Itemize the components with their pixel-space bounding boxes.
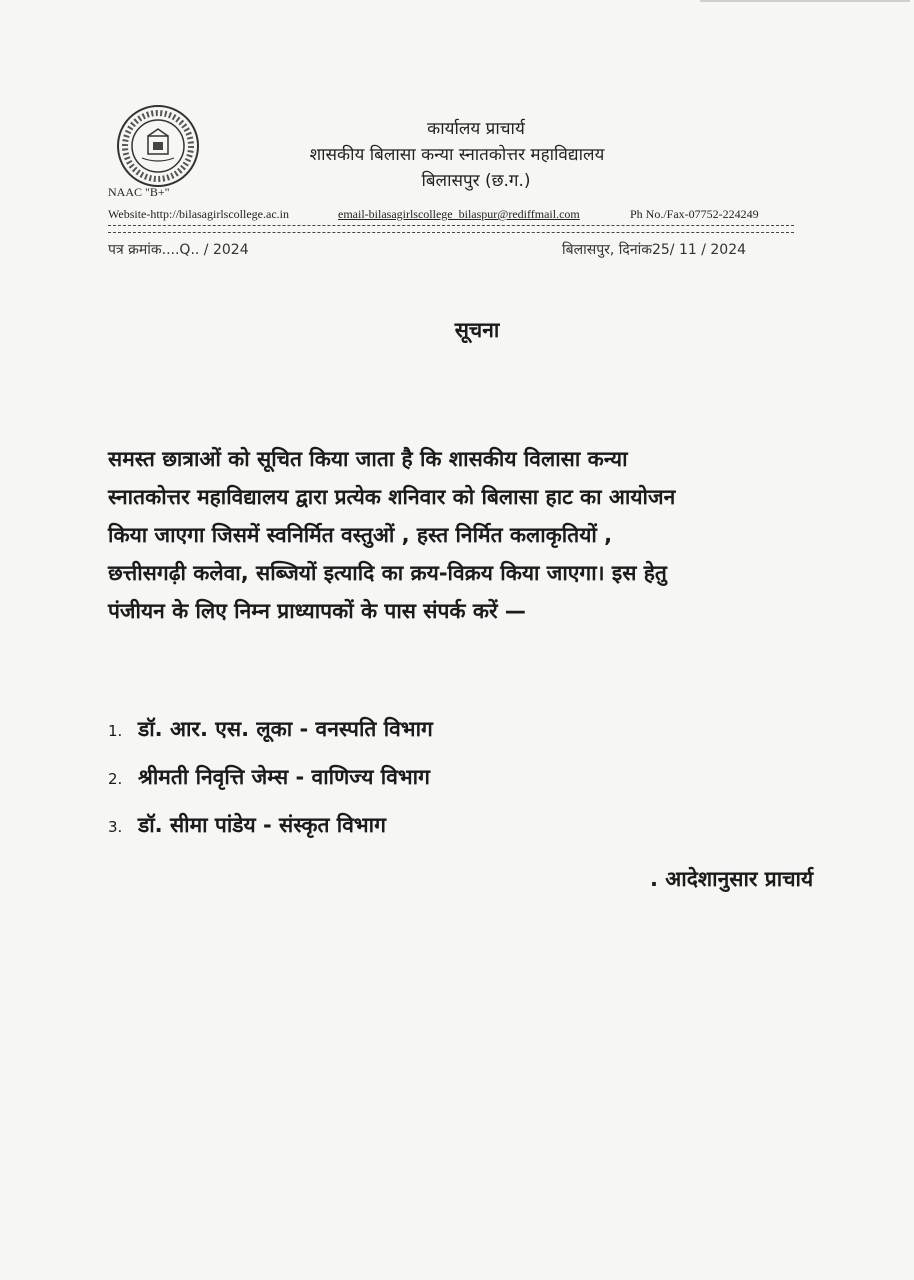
contact-list xyxy=(108,715,708,859)
list-item xyxy=(108,763,708,811)
notice-line: छत्तीसगढ़ी कलेवा, सब्जियों इत्यादि का क्रय-विक्रय किया जाएगा। इस हेतु xyxy=(108,561,667,585)
naac-grade: NAAC "B+" xyxy=(108,185,170,199)
list-item xyxy=(108,715,708,763)
header-divider-1 xyxy=(108,225,794,226)
website-text: Website-http://bilasagirlscollege.ac.in xyxy=(108,207,289,221)
page-edge-line xyxy=(700,0,910,2)
list-number: 3. xyxy=(108,818,123,836)
header-divider-2 xyxy=(108,232,794,233)
notice-body xyxy=(108,440,868,630)
office-title: कार्यालय प्राचार्य xyxy=(427,119,525,139)
letter-date: बिलासपुर, दिनांक25/ 11 / 2024 xyxy=(562,242,747,258)
notice-title: सूचना xyxy=(454,318,500,342)
contact-name: श्रीमती निवृत्ति जेम्स - वाणिज्य विभाग xyxy=(138,765,430,789)
contact-name: डॉ. आर. एस. लूका - वनस्पति विभाग xyxy=(138,717,433,741)
college-name: शासकीय बिलासा कन्या स्नातकोत्तर महाविद्यालय xyxy=(309,145,605,165)
letter-number: पत्र क्रमांक....Q.. / 2024 xyxy=(108,242,249,258)
email-text: email-bilasagirlscollege_bilaspur@rediffmail.com xyxy=(338,207,580,221)
signature-line: . आदेशानुसार प्राचार्य xyxy=(650,867,814,891)
notice-line: समस्त छात्राओं को सूचित किया जाता है कि शासकीय विलासा कन्या xyxy=(108,447,628,471)
list-number: 2. xyxy=(108,770,123,788)
notice-line: किया जाएगा जिसमें स्वनिर्मित वस्तुओं , हस्त निर्मित कलाकृतियों , xyxy=(108,523,613,547)
notice-line: पंजीयन के लिए निम्न प्राध्यापकों के पास संपर्क करें — xyxy=(108,599,526,623)
list-item xyxy=(108,811,708,859)
contact-name: डॉ. सीमा पांडेय - संस्कृत विभाग xyxy=(138,813,386,837)
notice-line: स्नातकोत्तर महाविद्यालय द्वारा प्रत्येक शनिवार को बिलासा हाट का आयोजन xyxy=(108,485,676,509)
phone-text: Ph No./Fax-07752-224249 xyxy=(630,207,759,221)
list-number: 1. xyxy=(108,722,123,740)
college-city: बिलासपुर (छ.ग.) xyxy=(421,171,531,191)
